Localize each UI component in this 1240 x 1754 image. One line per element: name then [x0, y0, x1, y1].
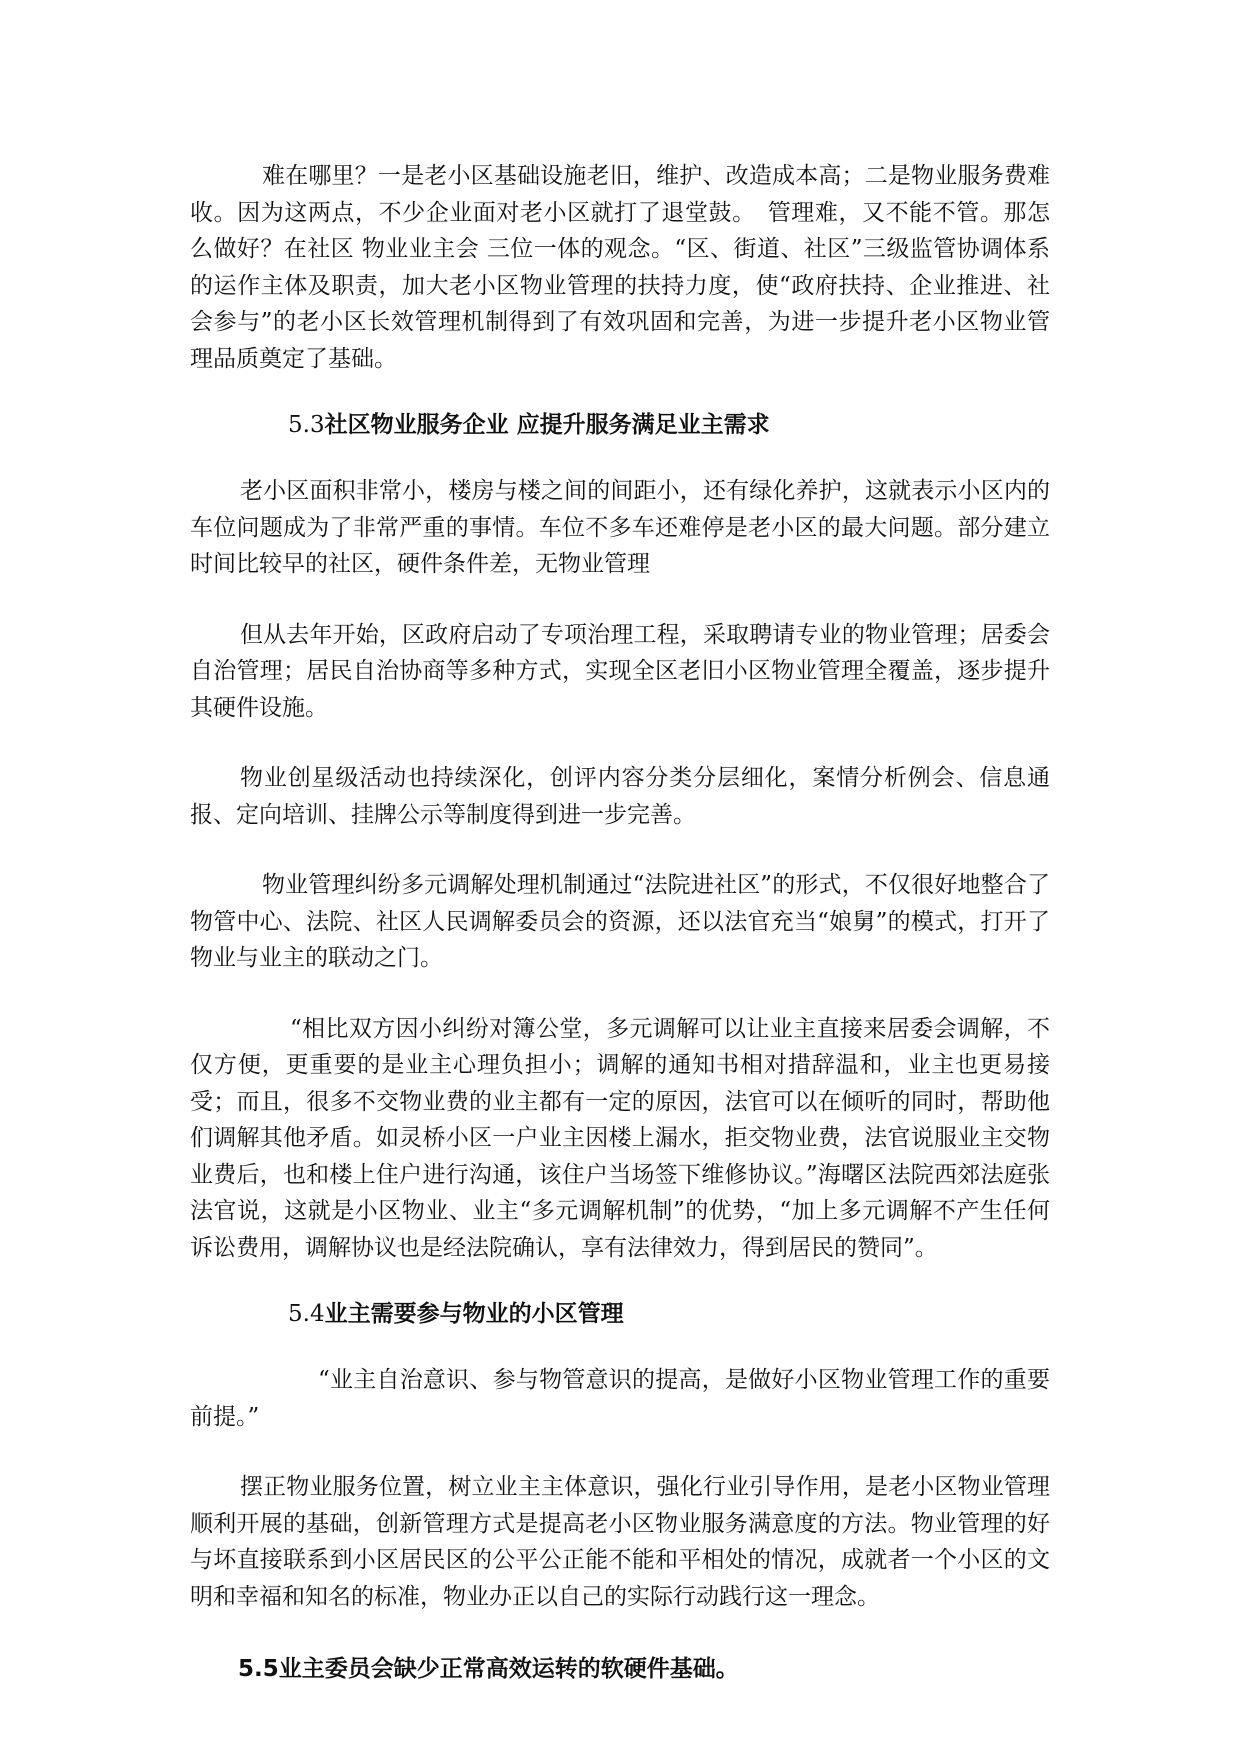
- paragraph-mediation: 物业管理纠纷多元调解处理机制通过“法院进社区”的形式，不仅很好地整合了物管中心、法院、社区人民调解委员会的资源，还以法官充当“娘舅”的模式，打开了物业与业主的联动之门。: [190, 872, 1050, 971]
- paragraph-governance: 但从去年开始，区政府启动了专项治理工程，采取聘请专业的物业管理；居委会自治管理；居民自治协商等多种方式，实现全区老旧小区物业管理全覆盖，逐步提升其硬件设施。: [190, 621, 1050, 721]
- section-heading-5-3: [190, 407, 1050, 443]
- paragraph-parking: 老小区面积非常小，楼房与楼之间的间距小，还有绿化养护，这就表示小区内的车位问题成为了非常严重的事情。车位不多车还难停是老小区的最大问题。部分建立时间比较早的社区，硬件条件差，无物业管理: [190, 478, 1050, 577]
- document-page: [190, 158, 1050, 1687]
- paragraph-service-position: 摆正物业服务位置，树立业主主体意识，强化行业引导作用，是老小区物业管理顺利开展的基础，创新管理方式是提高老小区物业服务满意度的方法。物业管理的好与坏直接联系到小区居民区的公平公正能不能和平相处的情况，成就者一个小区的文明和幸福和知名的标准，物业办正以自己的实际行动践行这一理念。: [190, 1474, 1050, 1610]
- paragraph-quote-judge: “相比双方因小纠纷对簿公堂，多元调解可以让业主直接来居委会调解，不仅方便，更重要的是业主心理负担小；调解的通知书相对措辞温和，业主也更易接受；而且，很多不交物业费的业主都有一定的原因，法官可以在倾听的同时，帮助他们调解其他矛盾。如灵桥小区一户业主因楼上漏水，拒交物业费，法官说服业主交物业费后，也和楼上住户进行沟通，该住户当场签下维修协议。”海曙区法院西郊法庭张法官说，这就是小区物业、业主“多元调解机制”的优势，“加上多元调解不产生任何诉讼费用，调解协议也是经法院确认，享有法律效力，得到居民的赞同”。: [190, 1015, 1050, 1261]
- section-heading-5-5: [190, 1651, 1050, 1687]
- paragraph-quote-owner: “业主自治意识、参与物管意识的提高，是做好小区物业管理工作的重要前提。”: [190, 1367, 1050, 1430]
- paragraph-difficulty: 难在哪里？一是老小区基础设施老旧，维护、改造成本高；二是物业服务费难收。因为这两点，不少企业面对老小区就打了退堂鼓。 管理难，又不能不管。那怎么做好？在社区 物业业主会 三位一体的观念。“区、街道、社区”三级监管协调体系的运作主体及职责，加大老小区物业管理的扶持力度，使“政府扶持、企业推进、社会参与”的老小区长效管理机制得到了有效巩固和完善，为进一步提升老小区物业管理品质奠定了基础。: [190, 163, 1050, 372]
- section-title: 社区物业服务企业 应提升服务满足业主需求: [324, 412, 770, 438]
- section-heading-5-4: [190, 1296, 1050, 1332]
- section-number: 5.3: [288, 412, 325, 438]
- paragraph-star-rating: 物业创星级活动也持续深化，创评内容分类分层细化，案情分析例会、信息通报、定向培训、挂牌公示等制度得到进一步完善。: [190, 765, 1050, 828]
- section-number: 5.5: [238, 1656, 279, 1682]
- section-title: 业主需要参与物业的小区管理: [324, 1301, 624, 1327]
- section-number: 5.4: [288, 1301, 325, 1327]
- section-title: 业主委员会缺少正常高效运转的软硬件基础。: [278, 1656, 739, 1682]
